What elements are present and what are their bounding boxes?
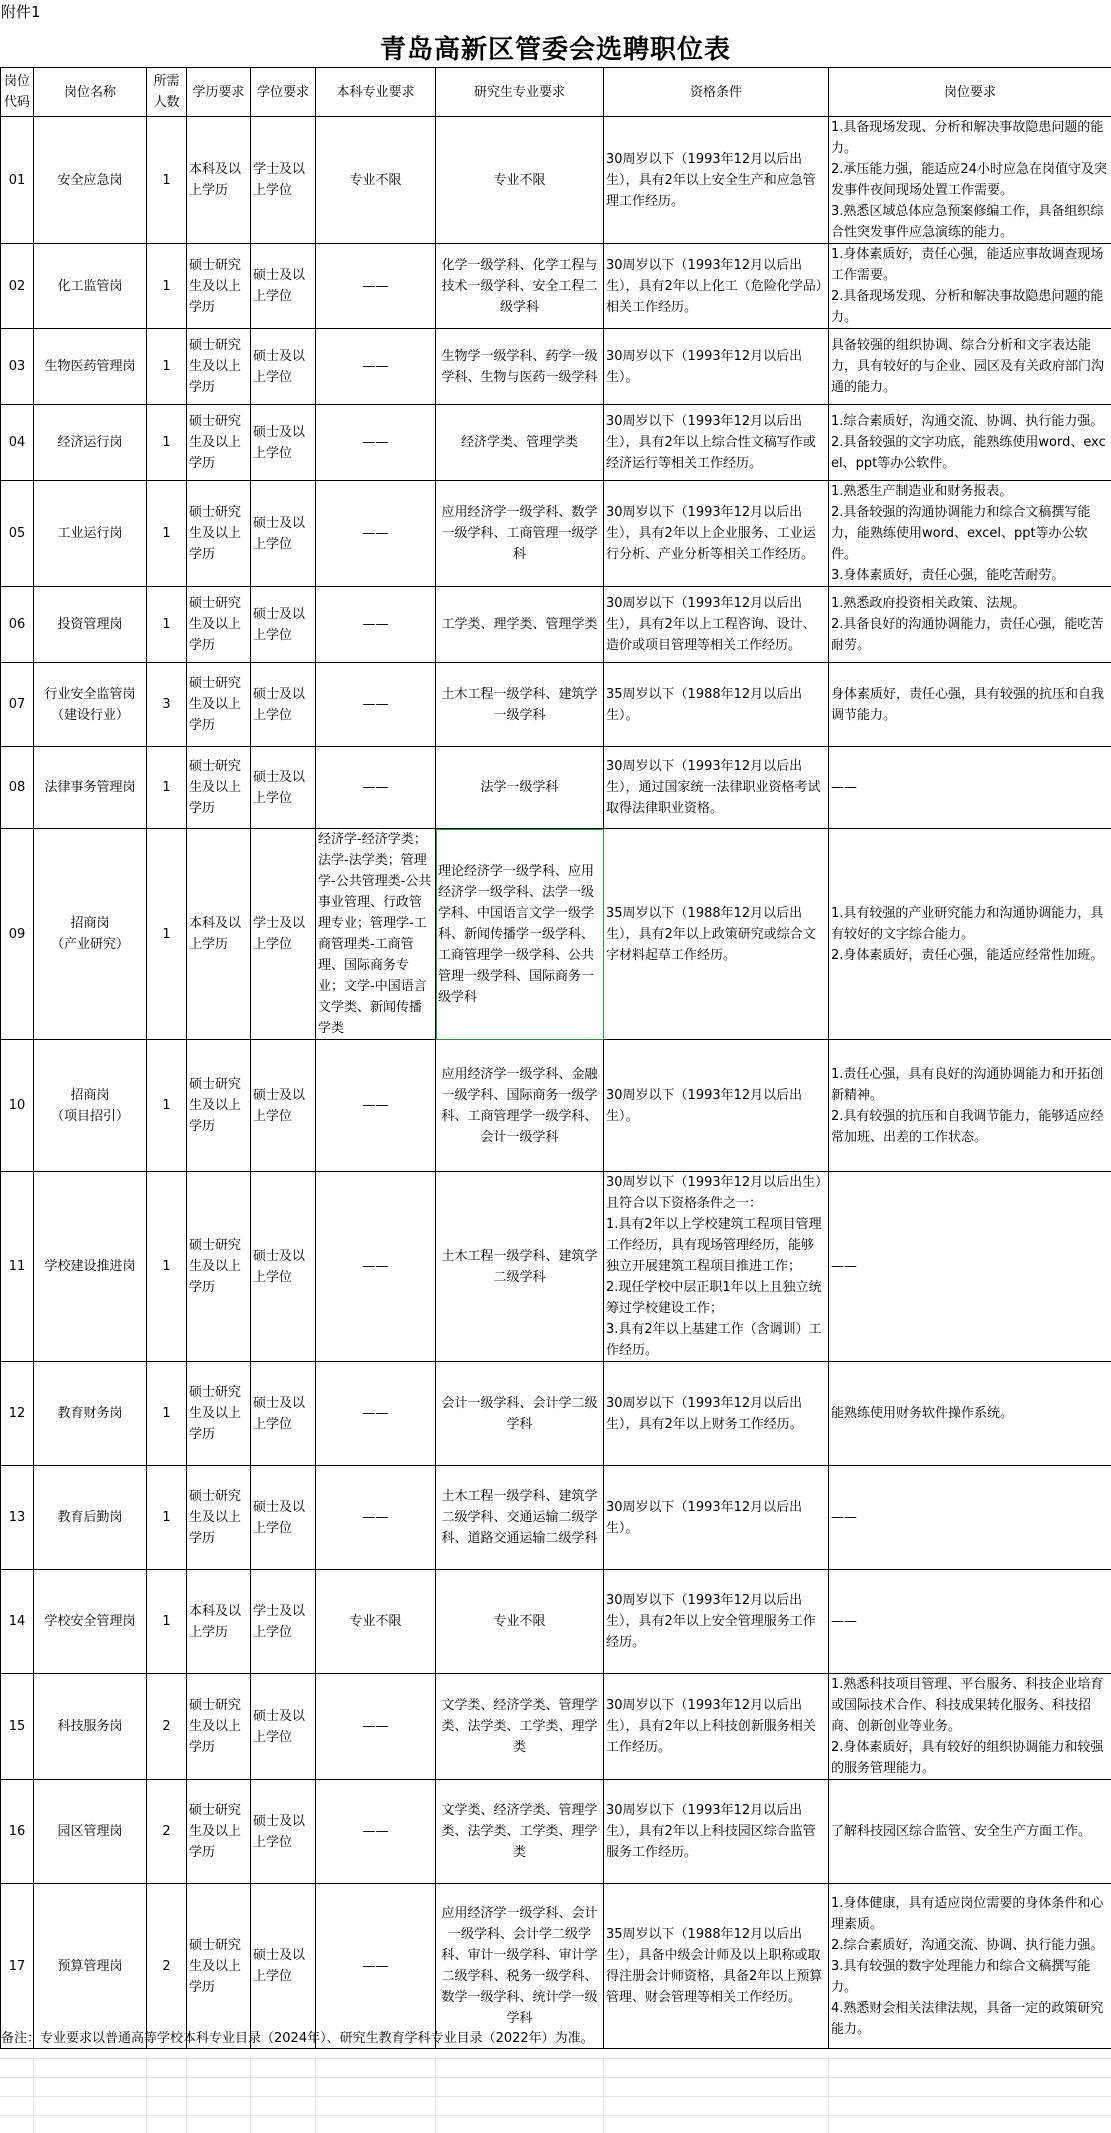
cell-requirements: —— (829, 1172, 1111, 1362)
cell-grad-major: 土木工程一级学科、建筑学二级学科、交通运输二级学科、道路交通运输二级学科 (436, 1466, 604, 1570)
header-qualification: 资格条件 (604, 68, 829, 117)
cell-education: 本科及以上学历 (187, 829, 251, 1040)
cell-qualification: 30周岁以下（1993年12月以后出生），具有2年以上综合性文稿写作或经济运行等相关工作经历。 (604, 405, 829, 481)
header-degree: 学位要求 (251, 68, 316, 117)
cell-position-name: 招商岗 （产业研究） (34, 829, 147, 1040)
cell-undergrad-major: —— (316, 663, 436, 747)
cell-qualification: 30周岁以下（1993年12月以后出生），具有2年以上科技创新服务相关工作经历。 (604, 1674, 829, 1780)
header-name: 岗位名称 (34, 68, 147, 117)
cell-grad-major: 专业不限 (436, 117, 604, 244)
table-row (1, 1884, 1111, 2049)
table-row (1, 1674, 1111, 1780)
cell-qualification: 30周岁以下（1993年12月以后出生），具有2年以上企业服务、工业运行分析、产业分析等相关工作经历。 (604, 481, 829, 587)
cell-headcount: 1 (147, 1040, 187, 1172)
cell-education: 硕士研究生及以上学历 (187, 747, 251, 829)
cell-degree: 学士及以上学位 (251, 829, 316, 1040)
cell-qualification: 30周岁以下（1993年12月以后出生），具有2年以上财务工作经历。 (604, 1362, 829, 1466)
table-row (1, 117, 1111, 244)
cell-degree: 硕士及以上学位 (251, 747, 316, 829)
cell-requirements: 1.具备现场发现、分析和解决事故隐患问题的能力。 2.承压能力强，能适应24小时应急在岗值守及突发事件夜间现场处置工作需要。 3.熟悉区域总体应急预案修编工作，具备组织综合性突发事件应急演练的能力。 (829, 117, 1111, 244)
cell-undergrad-major: —— (316, 481, 436, 587)
cell-code: 03 (1, 329, 34, 405)
blank-sheet-rows (0, 2058, 1111, 2133)
cell-requirements: 1.身体素质好，责任心强，能适应事故调查现场工作需要。 2.具备现场发现、分析和解决事故隐患问题的能力。 (829, 244, 1111, 329)
header-education: 学历要求 (187, 68, 251, 117)
cell-position-name: 安全应急岗 (34, 117, 147, 244)
cell-code: 17 (1, 1884, 34, 2049)
cell-code: 13 (1, 1466, 34, 1570)
table-row (1, 829, 1111, 1040)
cell-position-name: 教育财务岗 (34, 1362, 147, 1466)
cell-headcount: 1 (147, 117, 187, 244)
cell-degree: 硕士及以上学位 (251, 244, 316, 329)
cell-position-name: 化工监管岗 (34, 244, 147, 329)
attachment-label: 附件1 (1, 3, 41, 21)
cell-position-name: 学校建设推进岗 (34, 1172, 147, 1362)
cell-code: 06 (1, 587, 34, 663)
table-row (1, 1362, 1111, 1466)
cell-requirements: —— (829, 1466, 1111, 1570)
cell-headcount: 1 (147, 481, 187, 587)
cell-requirements: 1.具有较强的产业研究能力和沟通协调能力，具有较好的文字综合能力。 2.身体素质好，责任心强，能适应经常性加班。 (829, 829, 1111, 1040)
cell-undergrad-major: —— (316, 1884, 436, 2049)
cell-headcount: 1 (147, 747, 187, 829)
cell-grad-major: 应用经济学一级学科、会计一级学科、会计学二级学科、审计一级学科、审计学二级学科、税务一级学科、数学一级学科、统计学一级学科 (436, 1884, 604, 2049)
cell-grad-major: 会计一级学科、会计学二级学科 (436, 1362, 604, 1466)
cell-code: 11 (1, 1172, 34, 1362)
cell-requirements: 1.综合素质好，沟通交流、协调、执行能力强。 2.具备较强的文字功底，能熟练使用word、excel、ppt等办公软件。 (829, 405, 1111, 481)
cell-qualification: 30周岁以下（1993年12月以后出生），具有2年以上安全生产和应急管理工作经历。 (604, 117, 829, 244)
cell-position-name: 教育后勤岗 (34, 1466, 147, 1570)
header-requirements: 岗位要求 (829, 68, 1111, 117)
cell-requirements: 能熟练使用财务软件操作系统。 (829, 1362, 1111, 1466)
cell-requirements: —— (829, 1570, 1111, 1674)
cell-undergrad-major: —— (316, 747, 436, 829)
cell-qualification: 30周岁以下（1993年12月以后出生），具有2年以上科技园区综合监管服务工作经历。 (604, 1780, 829, 1884)
table-row (1, 329, 1111, 405)
cell-degree: 硕士及以上学位 (251, 1884, 316, 2049)
cell-position-name: 预算管理岗 (34, 1884, 147, 2049)
table-row (1, 747, 1111, 829)
cell-grad-major: 化学一级学科、化学工程与技术一级学科、安全工程二级学科 (436, 244, 604, 329)
cell-headcount: 1 (147, 1570, 187, 1674)
cell-grad-major: 应用经济学一级学科、数学一级学科、工商管理一级学科 (436, 481, 604, 587)
cell-degree: 硕士及以上学位 (251, 329, 316, 405)
cell-requirements: —— (829, 747, 1111, 829)
cell-code: 05 (1, 481, 34, 587)
cell-education: 硕士研究生及以上学历 (187, 329, 251, 405)
cell-education: 硕士研究生及以上学历 (187, 481, 251, 587)
positions-table (0, 67, 1111, 2049)
cell-headcount: 2 (147, 1780, 187, 1884)
cell-requirements: 1.责任心强，具有良好的沟通协调能力和开拓创新精神。 2.具有较强的抗压和自我调节能力，能够适应经常加班、出差的工作状态。 (829, 1040, 1111, 1172)
cell-position-name: 工业运行岗 (34, 481, 147, 587)
cell-headcount: 1 (147, 829, 187, 1040)
cell-qualification: 30周岁以下（1993年12月以后出生）。 (604, 1040, 829, 1172)
cell-code: 01 (1, 117, 34, 244)
cell-qualification: 30周岁以下（1993年12月以后出生）且符合以下资格条件之一： 1.具有2年以上学校建筑工程项目管理工作经历，具有现场管理经历，能够独立开展建筑工程项目推进工作； 2.现任学校中层正职1年以上且独立统筹过学校建设工作； 3.具有2年以上基建工作（含调训）工作经历。 (604, 1172, 829, 1362)
cell-requirements: 1.熟悉政府投资相关政策、法规。 2.具备良好的沟通协调能力，责任心强，能吃苦耐劳。 (829, 587, 1111, 663)
table-row (1, 481, 1111, 587)
cell-headcount: 2 (147, 1884, 187, 2049)
cell-undergrad-major: —— (316, 587, 436, 663)
cell-education: 硕士研究生及以上学历 (187, 1172, 251, 1362)
cell-grad-major: 土木工程一级学科、建筑学一级学科 (436, 663, 604, 747)
table-row (1, 663, 1111, 747)
cell-degree: 硕士及以上学位 (251, 1362, 316, 1466)
cell-undergrad-major: —— (316, 1040, 436, 1172)
cell-grad-major: 法学一级学科 (436, 747, 604, 829)
cell-degree: 硕士及以上学位 (251, 1040, 316, 1172)
cell-code: 07 (1, 663, 34, 747)
cell-requirements: 身体素质好，责任心强，具有较强的抗压和自我调节能力。 (829, 663, 1111, 747)
cell-headcount: 1 (147, 1362, 187, 1466)
cell-code: 02 (1, 244, 34, 329)
cell-degree: 学士及以上学位 (251, 117, 316, 244)
cell-education: 硕士研究生及以上学历 (187, 1780, 251, 1884)
cell-grad-major: 经济学类、管理学类 (436, 405, 604, 481)
cell-position-name: 招商岗 （项目招引） (34, 1040, 147, 1172)
cell-position-name: 行业安全监管岗 （建设行业） (34, 663, 147, 747)
cell-degree: 硕士及以上学位 (251, 481, 316, 587)
cell-degree: 硕士及以上学位 (251, 1466, 316, 1570)
header-row (1, 68, 1111, 117)
table-row (1, 1466, 1111, 1570)
table-row (1, 405, 1111, 481)
cell-position-name: 园区管理岗 (34, 1780, 147, 1884)
cell-education: 硕士研究生及以上学历 (187, 405, 251, 481)
cell-grad-major: 文学类、经济学类、管理学类、法学类、工学类、理学类 (436, 1780, 604, 1884)
cell-requirements: 1.身体健康，具有适应岗位需要的身体条件和心理素质。 2.综合素质好，沟通交流、协调、执行能力强。 3.具有较强的数字处理能力和综合文稿撰写能力。 4.熟悉财会相关法律法规，具备一定的政策研究能力。 (829, 1884, 1111, 2049)
cell-qualification: 30周岁以下（1993年12月以后出生），具有2年以上化工（危险化学品）相关工作经历。 (604, 244, 829, 329)
cell-undergrad-major: —— (316, 1362, 436, 1466)
cell-undergrad-major: —— (316, 1466, 436, 1570)
footnote: 备注：专业要求以普通高等学校本科专业目录（2024年）、研究生教育学科专业目录（2022年）为准。 (1, 2031, 594, 2046)
cell-education: 硕士研究生及以上学历 (187, 1040, 251, 1172)
cell-degree: 学士及以上学位 (251, 1570, 316, 1674)
page-title: 青岛高新区管委会选聘职位表 (379, 35, 731, 65)
table-row (1, 244, 1111, 329)
table-row (1, 1570, 1111, 1674)
cell-undergrad-major: 专业不限 (316, 117, 436, 244)
cell-position-name: 科技服务岗 (34, 1674, 147, 1780)
cell-degree: 硕士及以上学位 (251, 405, 316, 481)
cell-position-name: 经济运行岗 (34, 405, 147, 481)
cell-undergrad-major: 经济学-经济学类；法学-法学类；管理学-公共管理类-公共事业管理、行政管理专业；管理学-工商管理类-工商管理、国际商务专业；文学-中国语言文学类、新闻传播学类 (316, 829, 436, 1040)
cell-degree: 硕士及以上学位 (251, 587, 316, 663)
cell-education: 本科及以上学历 (187, 117, 251, 244)
cell-code: 16 (1, 1780, 34, 1884)
cell-code: 09 (1, 829, 34, 1040)
cell-education: 硕士研究生及以上学历 (187, 244, 251, 329)
cell-degree: 硕士及以上学位 (251, 663, 316, 747)
cell-headcount: 1 (147, 405, 187, 481)
cell-undergrad-major: —— (316, 329, 436, 405)
cell-qualification: 30周岁以下（1993年12月以后出生）。 (604, 1466, 829, 1570)
cell-requirements: 具备较强的组织协调、综合分析和文字表达能力，具有较好的与企业、园区及有关政府部门沟通的能力。 (829, 329, 1111, 405)
cell-code: 08 (1, 747, 34, 829)
cell-education: 硕士研究生及以上学历 (187, 1466, 251, 1570)
header-count: 所需 人数 (147, 68, 187, 117)
cell-undergrad-major: —— (316, 244, 436, 329)
cell-requirements: 1.熟悉生产制造业和财务报表。 2.具备较强的沟通协调能力和综合文稿撰写能力，能熟练使用word、excel、ppt等办公软件。 3.身体素质好，责任心强，能吃苦耐劳。 (829, 481, 1111, 587)
header-grad-major: 研究生专业要求 (436, 68, 604, 117)
cell-grad-major: 文学类、经济学类、管理学类、法学类、工学类、理学类 (436, 1674, 604, 1780)
cell-position-name: 法律事务管理岗 (34, 747, 147, 829)
cell-grad-major: 理论经济学一级学科、应用经济学一级学科、法学一级学科、中国语言文学一级学科、新闻传播学一级学科、工商管理学一级学科、公共管理一级学科、国际商务一级学科 (436, 829, 604, 1040)
table-row (1, 1040, 1111, 1172)
cell-education: 硕士研究生及以上学历 (187, 587, 251, 663)
cell-qualification: 30周岁以下（1993年12月以后出生）。 (604, 329, 829, 405)
cell-headcount: 1 (147, 1172, 187, 1362)
cell-headcount: 1 (147, 244, 187, 329)
cell-qualification: 35周岁以下（1988年12月以后出生），具备中级会计师及以上职称或取得注册会计师资格，具备2年以上预算管理、财会管理等相关工作经历。 (604, 1884, 829, 2049)
cell-qualification: 35周岁以下（1988年12月以后出生），具有2年以上政策研究或综合文字材料起草工作经历。 (604, 829, 829, 1040)
cell-position-name: 学校安全管理岗 (34, 1570, 147, 1674)
cell-position-name: 投资管理岗 (34, 587, 147, 663)
cell-grad-major: 专业不限 (436, 1570, 604, 1674)
table-row (1, 1172, 1111, 1362)
cell-grad-major: 土木工程一级学科、建筑学二级学科 (436, 1172, 604, 1362)
cell-education: 本科及以上学历 (187, 1570, 251, 1674)
cell-qualification: 30周岁以下（1993年12月以后出生），具有2年以上安全管理服务工作经历。 (604, 1570, 829, 1674)
cell-code: 10 (1, 1040, 34, 1172)
cell-grad-major: 应用经济学一级学科、金融一级学科、国际商务一级学科、工商管理学一级学科、会计一级学科 (436, 1040, 604, 1172)
cell-code: 15 (1, 1674, 34, 1780)
cell-education: 硕士研究生及以上学历 (187, 1674, 251, 1780)
header-code: 岗位 代码 (1, 68, 34, 117)
cell-headcount: 2 (147, 1674, 187, 1780)
cell-degree: 硕士及以上学位 (251, 1780, 316, 1884)
header-undergrad-major: 本科专业要求 (316, 68, 436, 117)
table-row (1, 587, 1111, 663)
cell-undergrad-major: —— (316, 1780, 436, 1884)
cell-requirements: 了解科技园区综合监管、安全生产方面工作。 (829, 1780, 1111, 1884)
cell-undergrad-major: —— (316, 405, 436, 481)
cell-qualification: 30周岁以下（1993年12月以后出生），具有2年以上工程咨询、设计、造价或项目管理等相关工作经历。 (604, 587, 829, 663)
cell-grad-major: 工学类、理学类、管理学类 (436, 587, 604, 663)
cell-headcount: 1 (147, 1466, 187, 1570)
cell-education: 硕士研究生及以上学历 (187, 663, 251, 747)
cell-education: 硕士研究生及以上学历 (187, 1362, 251, 1466)
cell-headcount: 3 (147, 663, 187, 747)
cell-qualification: 30周岁以下（1993年12月以后出生），通过国家统一法律职业资格考试取得法律职业资格。 (604, 747, 829, 829)
cell-headcount: 1 (147, 587, 187, 663)
cell-code: 14 (1, 1570, 34, 1674)
cell-undergrad-major: —— (316, 1674, 436, 1780)
cell-code: 04 (1, 405, 34, 481)
cell-position-name: 生物医药管理岗 (34, 329, 147, 405)
cell-requirements: 1.熟悉科技项目管理、平台服务、科技企业培育或国际技术合作、科技成果转化服务、科技招商、创新创业等业务。 2.身体素质好，具有较好的组织协调能力和较强的服务管理能力。 (829, 1674, 1111, 1780)
cell-undergrad-major: —— (316, 1172, 436, 1362)
cell-degree: 硕士及以上学位 (251, 1172, 316, 1362)
cell-grad-major: 生物学一级学科、药学一级学科、生物与医药一级学科 (436, 329, 604, 405)
cell-education: 硕士研究生及以上学历 (187, 1884, 251, 2049)
cell-code: 12 (1, 1362, 34, 1466)
cell-qualification: 35周岁以下（1988年12月以后出生）。 (604, 663, 829, 747)
table-row (1, 1780, 1111, 1884)
cell-headcount: 1 (147, 329, 187, 405)
cell-degree: 硕士及以上学位 (251, 1674, 316, 1780)
cell-undergrad-major: 专业不限 (316, 1570, 436, 1674)
